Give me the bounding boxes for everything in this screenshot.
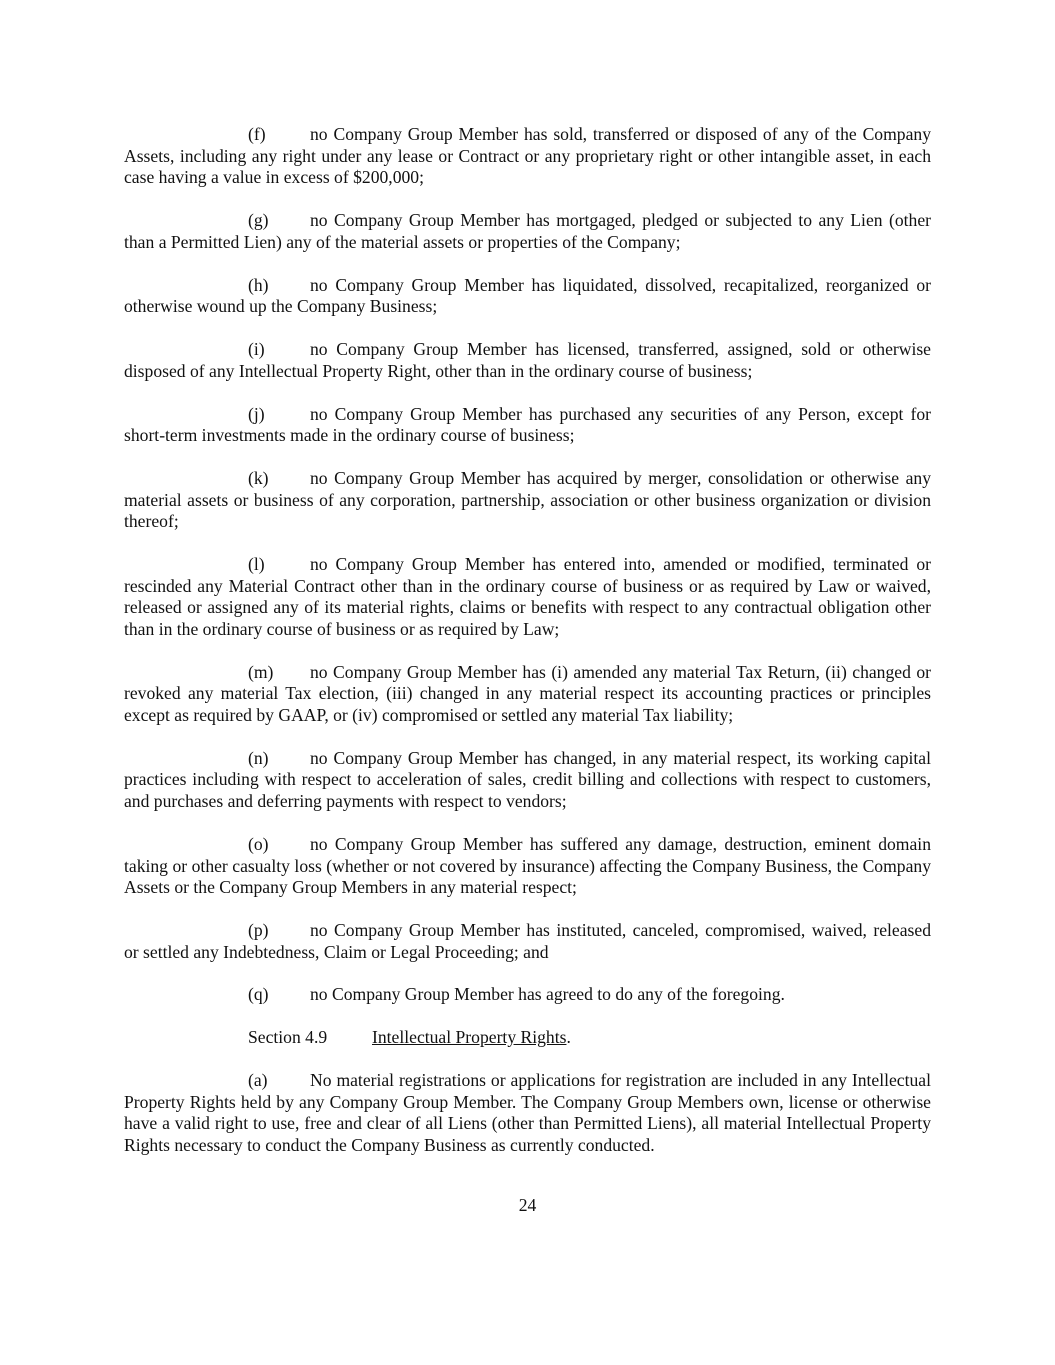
clause-label: (n) (248, 747, 269, 768)
clause-text: no Company Group Member has entered into, amended or modified, terminated or rescinded any Material Contract other than in the ordinary course of business or as required by Law or waived, released or assigned any of its material rights, claims or benefits with respect to any contractual obligation other than in the ordinary course of business or as required by Law; (124, 554, 931, 639)
clause-text: no Company Group Member has licensed, transferred, assigned, sold or otherwise disposed of any Intellectual Property Right, other than in the ordinary course of business; (124, 339, 931, 381)
clause-label: (m) (248, 661, 274, 682)
clause-i (124, 339, 931, 382)
clause-label: (q) (248, 984, 269, 1005)
clause-text: no Company Group Member has mortgaged, pledged or subjected to any Lien (other than a Permitted Lien) any of the material assets or properties of the Company; (124, 210, 931, 252)
clause-l (124, 554, 931, 640)
clause-label: (p) (248, 920, 269, 940)
clause-o (124, 834, 931, 899)
clause-h (124, 275, 931, 318)
clause-g (124, 210, 931, 253)
clause-text: no Company Group Member has instituted, canceled, compromised, waived, released or settled any Indebtedness, Claim or Legal Proceeding; and (124, 920, 931, 962)
clause-n (124, 748, 931, 813)
clause-label: (j) (248, 403, 265, 424)
clause-text: no Company Group Member has agreed to do any of the foregoing. (310, 984, 785, 1005)
section-number: Section 4.9 (248, 1027, 328, 1048)
clause-f (124, 124, 931, 189)
clause-label: (a) (248, 1070, 268, 1091)
clause-label: (h) (248, 274, 269, 295)
section-title-suffix: . (566, 1027, 571, 1048)
page-number: 24 (518, 1195, 537, 1215)
section-clause-a (124, 1070, 931, 1156)
clause-label: (g) (248, 210, 269, 231)
clause-label: (o) (248, 833, 269, 854)
clause-label: (l) (248, 554, 265, 575)
clause-text: no Company Group Member has suffered any damage, destruction, eminent domain taking or other casualty loss (whether or not covered by insurance) affecting the Company Business, the Company Assets or the Company Group Members in any material respect; (124, 833, 931, 898)
section-title: Intellectual Property Rights (372, 1027, 567, 1048)
clause-text: no Company Group Member has sold, transferred or disposed of any of the Company Assets, including any right under any lease or Contract or any proprietary right or other intangible asset, in each case having a value in excess of $200,000; (124, 124, 931, 188)
clause-text: no Company Group Member has liquidated, dissolved, recapitalized, reorganized or otherwise wound up the Company Business; (124, 274, 931, 317)
clause-text: no Company Group Member has acquired by merger, consolidation or otherwise any material assets or business of any corporation, partnership, association or other business organization or division thereof; (124, 468, 931, 532)
clause-text: no Company Group Member has (i) amended any material Tax Return, (ii) changed or revoked any material Tax election, (iii) changed in any material respect its accounting practices or principles except as required by GAAP, or (iv) compromised or settled any material Tax liability; (124, 661, 931, 725)
clause-text: no Company Group Member has changed, in any material respect, its working capital practices including with respect to acceleration of sales, credit billing and collections with respect to customers, and purchases and deferring payments with respect to vendors; (124, 747, 931, 812)
clause-text: no Company Group Member has purchased any securities of any Person, except for short-term investments made in the ordinary course of business; (124, 403, 931, 446)
clause-m (124, 662, 931, 727)
clause-p (124, 920, 931, 963)
clause-q (124, 984, 931, 1006)
clause-label: (f) (248, 124, 266, 144)
clause-text: No material registrations or applications for registration are included in any Intellectual Property Rights held by any Company Group Member. The Company Group Members own, license or otherwise have a valid right to use, free and clear of all Liens (other than Permitted Liens), all material Intellectual Property Rights necessary to conduct the Company Business as currently conducted. (124, 1070, 931, 1156)
clause-label: (k) (248, 468, 269, 489)
document-page (124, 124, 931, 1178)
section-heading (124, 1027, 931, 1049)
clause-label: (i) (248, 339, 265, 360)
clause-k (124, 468, 931, 533)
clause-j (124, 404, 931, 447)
